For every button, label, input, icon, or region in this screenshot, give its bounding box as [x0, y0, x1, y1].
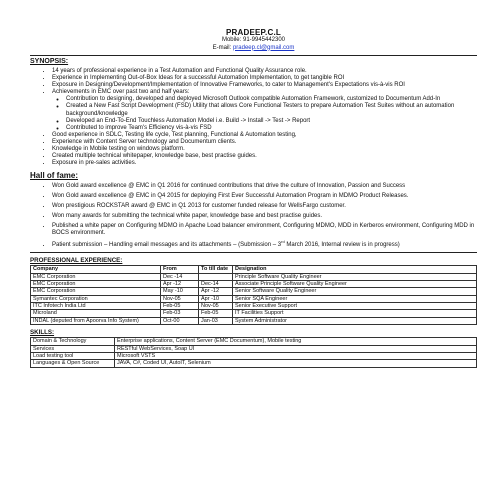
table-cell: Nov-05 — [161, 295, 199, 302]
table-cell: Symantec Corporation — [31, 295, 161, 302]
mobile-number: Mobile: 91-9945442300 — [221, 37, 286, 44]
table-cell: Associate Principle Software Quality Engineer — [233, 281, 477, 288]
hall-of-fame-title: Hall of fame: — [30, 171, 79, 181]
table-cell: Microsoft VSTS — [115, 352, 477, 359]
synopsis-title: SYNOPSIS: — [30, 57, 69, 65]
table-cell: System Administrator — [233, 317, 477, 324]
list-item: • Won Gold award excellence @ EMC in Q1 2016 for continued contributions that drive the culture of Innovation, Passion and Success — [52, 183, 477, 190]
table-row — [31, 310, 477, 317]
list-item: • Won prestigious ROCKSTAR award @ EMC in Q1 2013 for customer funded release for WellsFargo customer. — [52, 203, 477, 210]
table-cell: Dec-14 — [199, 281, 233, 288]
email-label: E-mail: — [212, 44, 233, 51]
table-row — [31, 303, 477, 310]
experience-divider — [30, 252, 477, 253]
table-cell: EMC Corporation — [31, 281, 161, 288]
achievements-label: Achievements in EMC over past two and half years: — [52, 89, 190, 96]
email-link[interactable]: pradeep.cl@gmail.com — [232, 44, 295, 51]
table-cell — [199, 273, 233, 280]
column-header: Designation — [233, 266, 477, 273]
list-item: • Good experience in SDLC, Testing life cycle, Test planning, Functional & Automation testing, — [52, 132, 477, 139]
sub-list-item: ◦ Developed an End-To-End Touchless Automation Model i.e. Build -> Install -> Test -> Report — [66, 118, 477, 125]
list-item: • Experience in Implementing Out-of-Box Ideas for a successful Automation Implementation, to get tangible ROI — [52, 75, 477, 82]
table-cell: Senior Executive Support — [233, 303, 477, 310]
table-cell: EMC Corporation — [31, 273, 161, 280]
table-cell: Languages & Open Source — [31, 360, 115, 367]
header-divider — [30, 55, 477, 56]
table-cell: Jan-03 — [199, 317, 233, 324]
table-row — [31, 352, 477, 359]
table-cell: IT Facilities Support — [233, 310, 477, 317]
table-header-row — [31, 266, 477, 273]
column-header: From — [161, 266, 199, 273]
table-row — [31, 273, 477, 280]
table-row — [31, 345, 477, 352]
list-item: • Exposure in pre-sales activities. — [52, 160, 477, 167]
patient-prefix: Patient submission – Handling email messages and its attachments – (Submission – 3 — [52, 242, 282, 249]
list-item — [52, 89, 477, 131]
table-row — [31, 317, 477, 324]
table-row — [31, 295, 477, 302]
list-item: • 14 years of professional experience in a Test Automation and Functional Quality Assurance role. — [52, 68, 477, 75]
skills-title: SKILLS: — [30, 328, 55, 336]
list-item: • Created multiple technical whitepaper, knowledge base, best practise guides. — [52, 153, 477, 160]
resume-header — [30, 28, 477, 52]
table-cell: Feb-05 — [199, 310, 233, 317]
table-cell: Enterprise applications, Content Server (EMC Documentum), Mobile testing — [115, 338, 477, 345]
table-row — [31, 281, 477, 288]
experience-title: PROFESSIONAL EXPERIENCE: — [30, 257, 123, 265]
table-cell: ITC Infotech India Ltd — [31, 303, 161, 310]
table-row — [31, 338, 477, 345]
table-cell: Domain & Technology — [31, 338, 115, 345]
sub-list-item: ◦ Contributed to improve Team's Efficiency vis-à-vis FSD — [66, 125, 477, 132]
list-item: • Knowledge in Mobile testing on windows platform. — [52, 146, 477, 153]
table-cell: Apr -12 — [161, 281, 199, 288]
table-cell: RESTful WebServices, Soap UI — [115, 345, 477, 352]
list-item — [52, 240, 477, 249]
list-item: • Won many awards for submitting the technical white paper, knowledge base and best practise guides. — [52, 213, 477, 220]
sub-list-item: ◦ Created a New Fast Script Development (FSD) Utility that allows Core Functional Testers to prepare Automation Test Suites without an automation background/knowledge — [66, 103, 477, 117]
email-line — [30, 45, 477, 52]
hall-of-fame-list — [30, 183, 477, 250]
table-cell: Dec -14 — [161, 273, 199, 280]
skills-table — [30, 337, 477, 367]
table-cell: EMC Corporation — [31, 288, 161, 295]
table-cell: JAVA, C#, Coded UI, AutoIT, Selenium — [115, 360, 477, 367]
table-cell: Senior SQA Engineer — [233, 295, 477, 302]
list-item: • Experience with Content Server technology and Documentum clients. — [52, 139, 477, 146]
table-cell: Principle Software Quality Engineer — [233, 273, 477, 280]
synopsis-list — [30, 68, 477, 167]
column-header: To till date — [199, 266, 233, 273]
list-item: • Won Gold award excellence @ EMC in Q4 2015 for deploying First Ever Successful Automation Program in MDMO Product Releases. — [52, 193, 477, 200]
table-cell: Senior Software Quality Engineer — [233, 288, 477, 295]
table-row — [31, 360, 477, 367]
list-item: • Published a white paper on Configuring MDMO in Apache Load balancer environment, Configuring MDMO, MDD in Kerberos environment, Configuring MDD in BOCS environment. — [52, 223, 477, 237]
table-cell: Apr -10 — [199, 295, 233, 302]
achievements-sublist — [52, 96, 477, 131]
column-header: Company — [31, 266, 161, 273]
table-cell: Services — [31, 345, 115, 352]
table-cell: Apr -12 — [199, 288, 233, 295]
patient-sup: rd — [281, 239, 285, 245]
table-cell: Microland — [31, 310, 161, 317]
list-item: • Exposure in Designing/Development/Implementation of Innovative Frameworks, to cater to Management's Expectations vis-à-vis ROI — [52, 82, 477, 89]
table-cell: Nov-05 — [199, 303, 233, 310]
sub-list-item: ◦ Contribution to designing, developed and deployed Microsoft Outlook compatible Automation Framework, customized to Documentum Add-In — [66, 96, 477, 103]
candidate-name: PRADEEP.C.L — [226, 28, 281, 37]
table-cell: INDAL (deputed from Apoorva Info System) — [31, 317, 161, 324]
table-row — [31, 288, 477, 295]
patient-suffix: March 2016, Internal review is in progress) — [284, 242, 400, 249]
experience-table — [30, 265, 477, 325]
table-cell: Feb-03 — [161, 310, 199, 317]
table-cell: Feb-05 — [161, 303, 199, 310]
table-cell: Load testing tool — [31, 352, 115, 359]
table-cell: May -10 — [161, 288, 199, 295]
table-cell: Oct-00 — [161, 317, 199, 324]
